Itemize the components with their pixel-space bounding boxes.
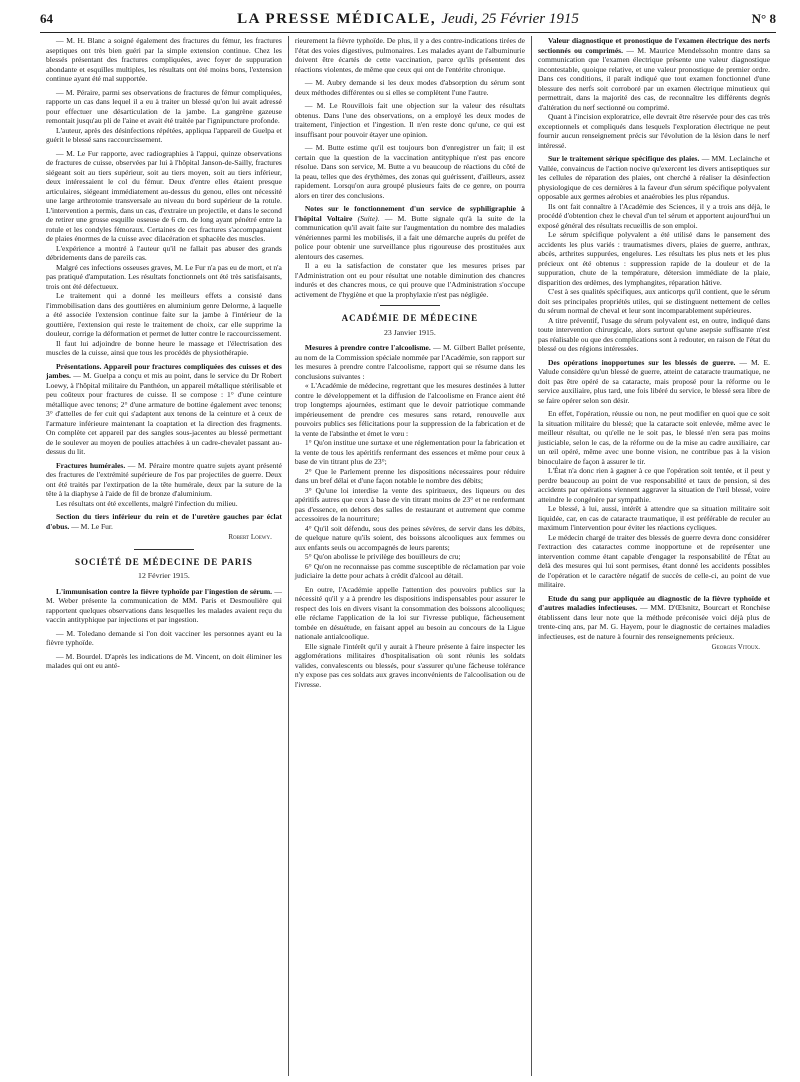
section-title: L'immunisation contre la fièvre typhoïde par l'ingestion de sérum. — [56, 586, 273, 596]
page-number: 64 — [40, 11, 53, 26]
section-suite: (Suite). — [357, 213, 380, 223]
section-title: Fractures humérales. — [56, 460, 126, 470]
paragraph: A titre préventif, l'usage du sérum polyvalent est, en outre, indiqué dans toute intervention chirurgicale, alors surtout qu'une asepsie suffisante n'est pas réalisable ou que des complications sont à redouter, en raison de l'état du blessé ou des régions intéressées. — [537, 315, 770, 353]
paragraph: Les résultats ont été excellents, malgré l'infection du milieu. — [56, 498, 238, 508]
journal-title — [100, 11, 716, 28]
paragraph: Le sérum spécifique polyvalent a été utilisé dans le pansement des accidents les plus variés : traumatismes divers, plaies de guerre, anthrax, abcès, arthrites suppurées, engelures. Les résultats les plus nets et les plus précieux ont été obtenus : suppression rapide de la douleur et de la suppuration, chute de la température, détersion immédiate de la plaie, disparition des œdèmes, des lymphangites, réparation hâtive. — [537, 230, 770, 287]
section-text: — M. Le Fur. — [71, 521, 113, 531]
section-sang-pur — [538, 594, 770, 642]
paragraph: L'auteur, après des désinfections répétées, appliqua l'appareil de Guelpa et guérit le blessé sans raccourcissement. — [46, 125, 282, 144]
issue-number: N° 8 — [751, 11, 776, 26]
society-heading: SOCIÉTÉ DE MÉDECINE DE PARIS — [74, 556, 253, 567]
paragraph: Il a eu la satisfaction de constater que les mesures prises par l'Administration ont eu pour résultat une notable diminution des chancres indurés et des chancres mous, ce qui prouve que l'Administration s'occupe activement de l'hygiène et que la prophylaxie n'est pas négligée. — [294, 261, 525, 299]
section-fractures-humerales — [46, 461, 282, 499]
paragraph: — M. Aubry demande si les deux modes d'absorption du sérum sont deux méthodes différentes ou si elles se complètent l'une l'autre. — [294, 78, 525, 97]
section-text: — MM. Leclainche et Vallée, convaincus de l'action nocive qu'exercent les divers antiseptiques sur les cellules de réparation des plaies, ont cherché à réaliser la désinfection physiologique de ces dernières à la faveur d'un sérum spécifique polyvalent opposable aux germes aérobies et anaérobies les plus répandus. — [537, 154, 770, 201]
section-text: — M. Butte signale qu'à la suite de la communication qu'il avait faite sur l'augmentation du nombre des maladies vénériennes parmi les mobilisés, il a fait une démarche auprès du préfet de police pour obtenir une surveillance plus rigoureuse des prostituées aux alentours des casernes. — [294, 213, 525, 261]
paragraph: 6° Qu'on ne reconnaisse pas comme susceptible de réclamation par voie judiciaire la dette pour achats à crédit d'alcool au détail. — [294, 561, 525, 580]
paragraph: — M. Le Fur rapporte, avec radiographies à l'appui, quinze observations de fractures de cuisse, observées par lui à l'hôpital Janson-de-Sailly, fractures siégeant soit au tiers supérieur, soit au tiers moyen, soit au tiers inférieur, deux intéressaient le col du fémur. Deux d'entre elles étaient presque articulaires, siégeant immédiatement au-dessus du genou, elles ont nécessité une large arthrotomie transversale au niveau du bord supérieur de la rotule. L'intervention a permis, dans un cas, d'extraire un projectile, et dans le second de retirer une grosse esquille osseuse de 6 cm. de long ayant pénétré entre la rotule et les condyles fémoraux. Certaines de ces fractures s'accompagnaient de plaies énormes de la cuisse avec dilacération et sphacèle des muscles. — [46, 148, 282, 243]
section-title: Sur le traitement sérique spécifique des plaies. — [547, 154, 700, 163]
section-title: Etude du sang pur appliquée au diagnostic de la fièvre typhoïde et d'autres maladies infectieuses. — [537, 593, 770, 612]
paragraph: — M. Le Rouvillois fait une objection sur la valeur des résultats obtenus. Dans l'une des observations, on a employé les deux modes de traitement, l'injection et l'ingestion. Il n'en reste donc qu'une, ce qui est insuffisant pour pouvoir étayer une opinion. — [294, 101, 525, 139]
section-rein — [46, 512, 282, 531]
section-title: Des opérations inopportunes sur les blessés de guerre. — [547, 357, 736, 367]
column-1 — [40, 36, 288, 1076]
page-header — [40, 6, 776, 33]
paragraph: — M. H. Blanc a soigné également des fractures du fémur, les fractures aseptiques ont très bien guéri par la simple extension continue. Chez les blessés présentant des fractures compliquées, avec foyer de suppuration abondante et esquilles multiples, les résultats ont été moins bons, l'extension continue ayant été mal supportée. — [46, 36, 282, 83]
paragraph: En outre, l'Académie appelle l'attention des pouvoirs publics sur la nécessité qu'il y a à prendre les dispositions indispensables pour assurer le respect des lois en divers visant la consommation des boissons alcooliques; elle réclame l'application de la loi sur l'ivresse publique, fâcheusement tombée en désuétude, en faisant appel au besoin au concours de la Ligue nationale antialcoolique. — [294, 584, 525, 641]
signature: Robert Loewy. — [228, 533, 272, 541]
paragraph: En effet, l'opération, réussie ou non, ne peut modifier en quoi que ce soit la situation militaire du blessé; que la cataracte soit enlevée, même avec le meilleur résultat, ou qu'elle ne le soit pas, le blessé n'en sera pas moins justiciable, selon le cas, de la réforme ou de la mise au cadre auxiliaire, car un œil opéré, même avec une bonne vision, ne contribue pas à la vision binoculaire de façon à assurer le tir. — [537, 409, 770, 466]
paragraph: — M. Butte estime qu'il est toujours bon d'enregistrer un fait; il est certain que la question de la vaccination antityphique n'est pas encore résolue. Dans son service, M. Butte a vu beaucoup de réactions du côté de la peau, telles que des érythèmes, des zonas qui guérissent, d'ailleurs, assez rapidement. Lorsqu'on aura groupé plusieurs faits de ce genre, on pourra alors en tirer des conclusions. — [294, 143, 525, 200]
paragraph: Le blessé, à lui, aussi, intérêt à attendre que sa situation militaire soit liquidée, car, en cas de cataracte traumatique, il est préférable de reculer au maximum l'intervention pour éviter les réactions cycliques. — [537, 504, 770, 532]
section-title: Présentations. Appareil pour fractures compliquées des cuisses et des jambes. — [46, 361, 282, 380]
paragraph: 1° Qu'on institue une surtaxe et une réglementation pour la fabrication et la vente de tous les apéritifs renfermant des essences et même pour ceux à base de vin titrant plus de 23°; — [294, 438, 525, 466]
section-text: — MM. D'Œlsnitz, Bourcart et Ronchèse établissent dans leur note que la méthode préconisée voici déjà plus de trente-cinq ans, par M. G. Hayem, pour le diagnostic de certaines maladies infectieuses, est de nature à fournir des renseignements précieux. — [537, 603, 770, 641]
section-immunisation — [46, 587, 282, 625]
paragraph: Le médecin chargé de traiter des blessés de guerre devra donc considérer l'extraction des cataractes comme inopportune et de représenter une intervention comme étant capable d'engager la responsabilité de l'État au delà des mesures qui lui sont permises, étant donné les accidents possibles de l'opération et le caractère négatif de succès de celle-ci, au point de vue militaire. — [537, 532, 770, 589]
paragraph: — M. Toledano demande si l'on doit vacciner les personnes ayant eu la fièvre typhoïde. — [46, 628, 282, 647]
paragraph: 5° Qu'on abolisse le privilège des bouilleurs de cru; — [304, 552, 461, 561]
section-guelpa — [46, 362, 282, 457]
paragraph: Elle signale l'intérêt qu'il y aurait à l'heure présente à faire inspecter les agglomérations militaires d'hospitalisation où sont réunis les soldats valides, convalescents ou blessés, pour s'assurer qu'une fâcheuse tolérance n'y expose pas ces soldats aux graves inconvénients de l'alcoolisation ou de l'ivresse. — [294, 641, 525, 689]
section-alcoolisme — [295, 343, 525, 381]
section-text: — M. Gilbert Ballet présente, au nom de la Commission spéciale nommée par l'Académie, son rapport sur les mesures à prendre contre l'alcoolisme, rapport qui se résume dans les conclusions suivantes : — [294, 343, 525, 381]
paragraph: « L'Académie de médecine, regrettant que les mesures destinées à lutter contre le développement et la diffusion de l'alcoolisme en France aient été trop longtemps ajournées, estimant que le devoir patriotique commande impérieusement de prendre ces mesures sans retard, renouvelle aux pouvoirs publics ses félicitations pour la suppression de la fabrication et de la vente de l'absinthe et émet le vœu : — [294, 381, 525, 438]
section-text: — M. Weber présente la communication de MM. Paris et Desmoulière qui rapportent quelques observations dans lesquelles les malades avaient reçu du vaccin antityphique par injections et par ingestion. — [46, 586, 282, 624]
section-text: — M. Guelpa a conçu et mis au point, dans le service du Dr Robert Loewy, à l'hôpital militaire du Panthéon, un appareil métallique stérilisable et peu coûteux pour fractures de cuisse. Il se compose : 1° d'une ceinture métallique avec tenons; 2° d'une armature de bottine également avec tenons; 3° d'attelles de fer cuit qui s'adaptent aux tenons de la ceinture et à ceux de l'armature inférieure maintenant la coaptation et la direction des fragments. On complète cet appareil par des sangles sous-jacentes au blessé permettant de le soulever au moyen de poulies attachées à un cadre-chevalet passant au-dessus du lit. — [46, 371, 282, 456]
section-title: Mesures à prendre contre l'alcoolisme. — [304, 343, 431, 352]
section-examen-electrique — [538, 36, 770, 112]
academy-date: 23 Janvier 1915. — [384, 327, 436, 337]
section-syphiligraphie — [295, 204, 525, 261]
paragraph: L'expérience a montré à l'auteur qu'il ne fallait pas abuser des grands débridements dans de pareils cas. — [46, 243, 282, 262]
section-traitement-serique — [538, 154, 770, 202]
signature: Georges Vitoux. — [711, 643, 760, 651]
section-text: — M. Péraire montre quatre sujets ayant présenté des fractures de l'extrémité supérieure de l'os par projectiles de guerre. Deux ont été traités par l'extirpation de la tête humérale, deux par la suture de la tête à la diaphyse à l'aide de fil de bronze d'aluminium. — [46, 460, 282, 498]
paragraph: Malgré ces infections osseuses graves, M. Le Fur n'a pas eu de mort, et n'a pas pratiqué d'amputation. Les résultats fonctionnels ont été très satisfaisants, trois ont été défectueux. — [46, 262, 282, 291]
paragraph: Il faut lui adjoindre de bonne heure le massage et l'électrisation des muscles de la cuisse, ainsi que tous les procédés de physiothérapie. — [46, 338, 282, 357]
paragraph: Quant à l'incision exploratrice, elle devrait être réservée pour des cas très exceptionnels et compliqués dans lesquels l'exploration électrique ne peut fournir aucun renseignement précis sur l'évolution de la lésion dans le nerf intéressé. — [537, 112, 770, 150]
divider — [134, 549, 194, 550]
paragraph: C'est à ses qualités spécifiques, aux anticorps qu'il contient, que le sérum doit ses principales propriétés utiles, qui se distinguent nettement de celles du sérum normal de cheval et leur sont incomparablement supérieures. — [537, 287, 770, 315]
paragraph: — M. Bourdel. D'après les indications de M. Vincent, on doit éliminer les malades qui ont eu anté- — [46, 651, 282, 670]
section-text: — M. Maurice Mendelssohn montre dans sa communication que l'examen électrique présente une valeur diagnostique incontestable, quoique relative, et une valeur pronostique de premier ordre. Dans ces conditions, il paraît indiqué que tout examen fonctionnel d'une blessure des nerfs soit corroboré par un examen électrique minutieux qui permettrait, dans la majorité des cas, de reconnaître les différents degrés d'altération du nerf sectionné ou comprimé. — [537, 45, 770, 112]
paragraph: L'État n'a donc rien à gagner à ce que l'opération soit tentée, et il peut y perdre beaucoup au point de vue responsabilité et taux de pension, si des accidents par opérations viennent aggraver la situation de l'œil blessé, voire atteindre le congénère par sympathie. — [537, 466, 770, 504]
section-text: — M. E. Valude considère qu'un blessé de guerre, atteint de cataracte traumatique, ne doit pas être opéré de sa cataracte, mais proposé pour la réforme ou le service auxiliaire, plus tard, une fois libéré du service, le blessé sera libre de se faire opérer selon son désir. — [537, 357, 771, 405]
paragraph: Le traitement qui a donné les meilleurs effets a consisté dans l'immobilisation dans des gouttières en aluminium genre Delorme, à laquelle a été associée l'extension continue faite sur la jambe à l'intérieur de la gouttière, l'extension qui reste le traitement de choix, car elle supprime la douleur, corrige la déformation et permet de lutter contre le raccourcissement. — [46, 291, 282, 338]
section-title: Notes sur le fonctionnement d'un service de syphiligraphie à l'hôpital Voltaire — [294, 204, 525, 223]
paragraph: 3° Qu'une loi interdise la vente des spiritueux, des liqueurs ou des apéritifs autres que ceux à base de vin titrant moins de 23° et ne renfermant pas d'essence, en dehors des salles de restaurant et autrement que comme accessoires de la nourriture; — [294, 485, 525, 523]
paragraph: rieurement la fièvre typhoïde. De plus, il y a des contre-indications tirées de l'état des voies digestives, pulmonaires. Les malades ayant de l'albuminurie doivent être écartés de cette vaccination, parce qu'ils présentent des réactions violentes, de même que ceux qui ont de l'entérite chronique. — [294, 36, 525, 74]
paragraph: 2° Que le Parlement prenne les dispositions nécessaires pour réduire dans un bref délai et d'une façon notable le nombre des débits; — [294, 466, 525, 485]
society-date: 12 Février 1915. — [138, 571, 190, 580]
academy-heading: ACADÉMIE DE MÉDECINE — [341, 313, 479, 323]
section-title: Valeur diagnostique et pronostique de l'examen électrique des nerfs sectionnés ou comprimés. — [537, 36, 770, 55]
article-columns — [40, 36, 776, 1076]
section-title: Section du tiers inférieur du rein et de l'uretère gauches par éclat d'obus. — [46, 512, 282, 531]
section-operations-inopportunes — [538, 358, 770, 406]
journal-name: LA PRESSE MÉDICALE, — [237, 10, 437, 27]
column-3 — [531, 36, 776, 1076]
paragraph: — M. Péraire, parmi ses observations de fractures de fémur compliquées, rapporte un cas dans lequel il a eu à traiter un blessé qu'on lui avait adressé pour effectuer une désarticulation de la jambe. La gangrène gazeuse remontait jusqu'au pli de l'aine et avait été traitée par l'ignipuncture profonde. — [46, 87, 282, 125]
column-2 — [288, 36, 531, 1076]
paragraph: Ils ont fait connaître à l'Académie des Sciences, il y a trois ans déjà, le procédé d'obtention chez le cheval d'un tel sérum et apportent aujourd'hui un exposé général des résultats recueillis de son emploi. — [537, 201, 770, 230]
paragraph: 4° Qu'il soit défendu, sous des peines sévères, de servir dans les débits, de quelque nature qu'ils soient, des boissons alcooliques aux femmes ou aux enfants seuls ou accompagnés de leurs parents; — [294, 523, 525, 552]
divider — [380, 305, 440, 306]
issue-date: Jeudi, 25 Février 1915 — [441, 10, 579, 27]
